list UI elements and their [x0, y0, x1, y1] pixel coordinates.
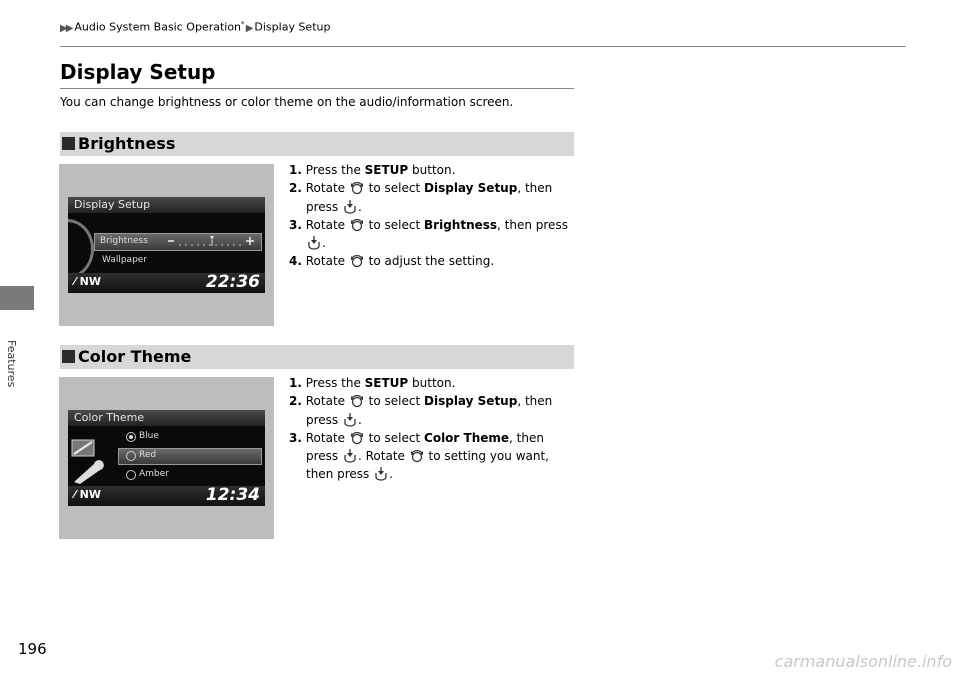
row-brightness: Brightness — [100, 236, 148, 246]
compass-arrow-icon: ⁄ — [74, 275, 80, 288]
clock: 22:36 — [205, 272, 260, 292]
option-blue: Blue — [139, 431, 159, 441]
row-wallpaper: Wallpaper — [102, 255, 148, 265]
brightness-screenshot — [59, 164, 274, 326]
step-number: 4. — [289, 254, 302, 269]
step-text: Rotate — [305, 430, 349, 445]
screen-title: Color Theme — [68, 410, 265, 426]
screen-title: Display Setup — [68, 197, 265, 213]
rotate-knob-icon — [350, 394, 364, 408]
title-divider — [60, 88, 574, 89]
step-text: . — [358, 199, 362, 214]
compass-text: NW — [79, 488, 102, 501]
rotate-knob-icon — [350, 254, 364, 268]
step-number: 2. — [289, 394, 302, 409]
watermark: carmanualsonline.info — [774, 652, 952, 671]
step-text: . — [389, 467, 393, 482]
top-divider — [60, 46, 906, 47]
compass-text: NW — [79, 275, 102, 288]
color-theme-screenshot — [59, 377, 274, 539]
step-item — [289, 252, 579, 270]
step-text: . Rotate — [358, 449, 409, 464]
radio-red — [126, 451, 136, 461]
radio-amber — [126, 470, 136, 480]
step-bold: Color Theme — [424, 430, 510, 445]
step-text: to select — [364, 181, 425, 196]
step-text: Rotate — [305, 217, 349, 232]
step-text: to select — [364, 217, 425, 232]
step-text: Rotate — [305, 181, 349, 196]
section-heading-color-theme — [60, 345, 574, 369]
brightness-steps — [289, 161, 579, 271]
breadcrumb-part2: Display Setup — [254, 20, 331, 34]
rotate-knob-icon — [350, 218, 364, 232]
breadcrumb-star: * — [241, 20, 245, 28]
step-text: , then press — [497, 217, 568, 232]
option-amber: Amber — [139, 469, 169, 479]
step-item — [289, 429, 579, 484]
step-text: button. — [408, 163, 456, 177]
section-heading-text: Brightness — [78, 134, 176, 153]
step-item — [289, 179, 579, 216]
step-text: to select — [364, 430, 425, 445]
step-text: . — [358, 412, 362, 427]
step-number: 1. — [289, 163, 302, 177]
square-bullet-icon — [62, 350, 75, 363]
double-arrow-icon: ▶▶ — [60, 22, 72, 34]
rotate-knob-icon — [410, 449, 424, 463]
step-text: Press the — [305, 163, 365, 177]
step-text: to setting you want, then press — [306, 449, 549, 482]
breadcrumb — [60, 20, 330, 34]
knob-arc-icon — [68, 219, 94, 279]
step-text: to select — [364, 394, 425, 409]
step-text: Rotate — [305, 394, 349, 409]
option-red: Red — [139, 450, 157, 460]
page-number: 196 — [18, 640, 47, 658]
step-text: Rotate — [305, 254, 349, 269]
clock: 12:34 — [205, 485, 260, 505]
step-bold: Display Setup — [424, 181, 518, 196]
compass-heading — [74, 488, 101, 501]
step-text: , then press — [306, 181, 553, 214]
press-knob-icon — [374, 467, 388, 481]
arrow-icon: ▶ — [244, 22, 252, 34]
step-text: , then press — [306, 430, 544, 464]
section-heading-text: Color Theme — [78, 347, 192, 366]
section-heading-brightness — [60, 132, 574, 156]
step-bold: SETUP — [364, 163, 409, 177]
step-item — [289, 161, 579, 179]
press-knob-icon — [307, 236, 321, 250]
press-knob-icon — [343, 449, 357, 463]
step-bold: Brightness — [424, 217, 498, 232]
step-item — [289, 392, 579, 429]
step-item — [289, 216, 579, 253]
breadcrumb-part1: Audio System Basic Operation — [74, 20, 242, 34]
page-title: Display Setup — [60, 60, 216, 84]
rotate-knob-icon — [350, 431, 364, 445]
color-theme-steps — [289, 374, 579, 484]
step-number: 1. — [289, 376, 302, 390]
radio-blue — [126, 432, 136, 442]
step-text: , then press — [306, 394, 553, 427]
screen-status-bar — [68, 486, 265, 506]
step-number: 3. — [289, 430, 302, 445]
display-screen — [68, 410, 265, 506]
step-text: . — [322, 236, 326, 251]
step-text: to adjust the setting. — [364, 254, 495, 269]
display-screen — [68, 197, 265, 293]
brightness-slider-icon — [166, 235, 258, 247]
step-bold: SETUP — [364, 376, 409, 390]
step-bold: Display Setup — [424, 394, 518, 409]
step-number: 3. — [289, 217, 302, 232]
press-knob-icon — [343, 200, 357, 214]
compass-arrow-icon: ⁄ — [74, 488, 80, 501]
square-bullet-icon — [62, 137, 75, 150]
step-text: button. — [408, 376, 456, 390]
intro-text: You can change brightness or color theme on the audio/information screen. — [60, 95, 514, 109]
paint-tool-icon — [70, 438, 112, 486]
screen-status-bar — [68, 273, 265, 293]
compass-heading — [74, 275, 101, 288]
chapter-tab — [0, 286, 34, 310]
rotate-knob-icon — [350, 181, 364, 195]
press-knob-icon — [343, 413, 357, 427]
step-number: 2. — [289, 181, 302, 196]
step-item — [289, 374, 579, 392]
chapter-label: Features — [5, 340, 18, 388]
step-text: Press the — [305, 376, 365, 390]
